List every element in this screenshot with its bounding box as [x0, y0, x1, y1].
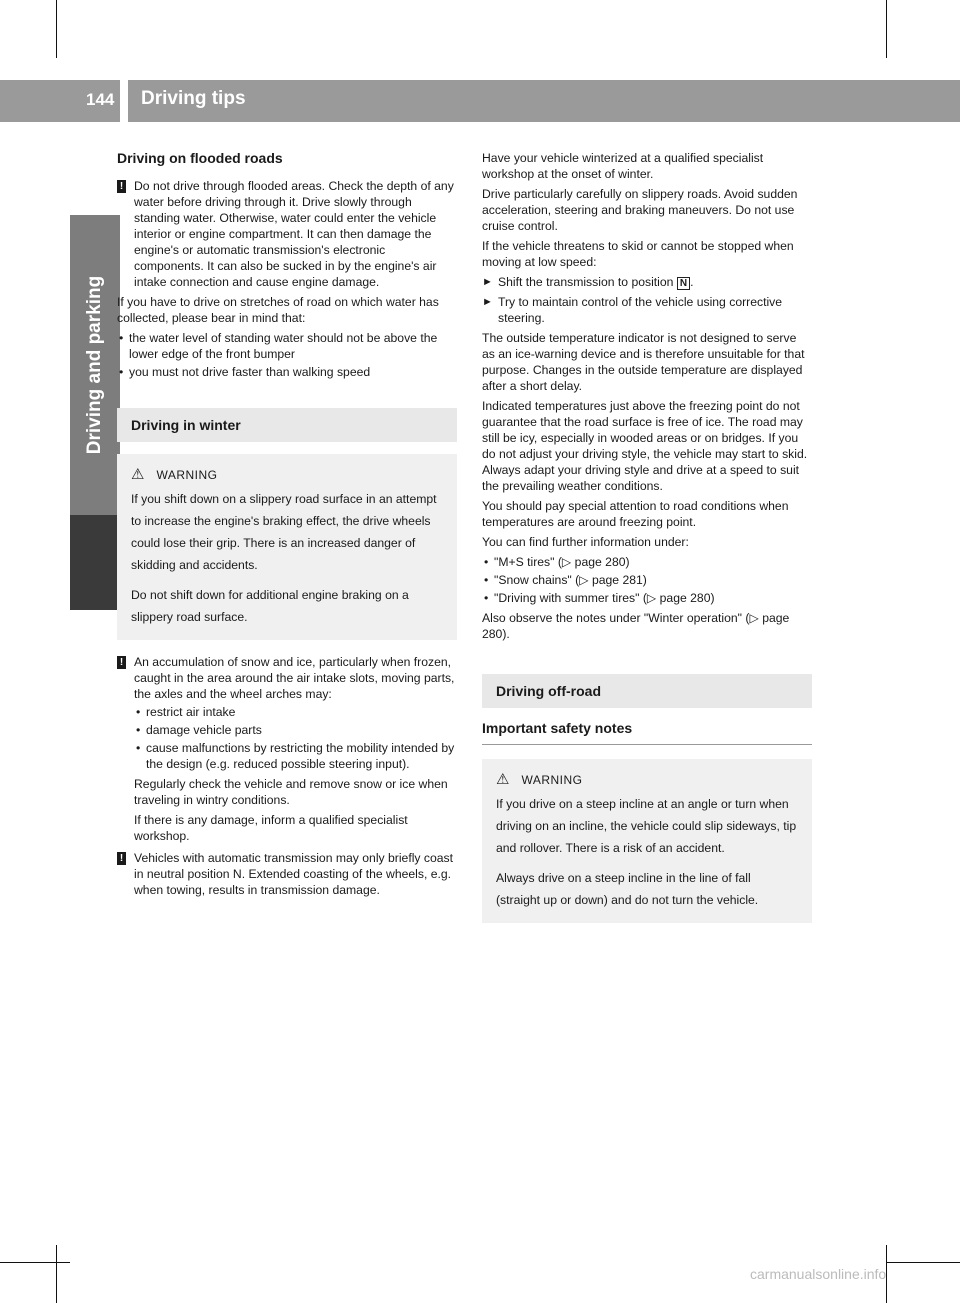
warning-triangle-icon: ⚠ — [131, 466, 145, 483]
side-tab-label-wrap — [70, 215, 120, 515]
warning-label: WARNING — [156, 468, 218, 482]
winter-warning-text-2: Do not shift down for additional engine braking on a slippery road surface. — [131, 588, 409, 624]
watermark: carmanualsonline.info — [750, 1266, 887, 1282]
caution-icon: ! — [117, 656, 126, 669]
side-tab-label: Driving and parking — [84, 275, 106, 455]
crop-mark — [56, 0, 57, 58]
list-item: • "Driving with summer tires" (▷ page 280) — [482, 590, 812, 606]
offroad-warning-box — [482, 759, 812, 923]
list-item: • cause malfunctions by restricting the mobility intended by the design (e.g. reduced possible steering input). — [134, 740, 457, 772]
flooded-intro: If you have to drive on stretches of road on which water has collected, please bear in mind that: — [117, 295, 439, 325]
further-info-list — [482, 554, 812, 606]
header-bar — [128, 80, 960, 122]
safety-notes-heading: Important safety notes — [482, 720, 812, 745]
step-2-text: Try to maintain control of the vehicle using corrective steering. — [498, 295, 783, 325]
attention-text: You should pay special attention to road conditions when temperatures are around freezing point. — [482, 499, 789, 529]
offroad-warning-text-2: Always drive on a steep incline in the line of fall (straight up or down) and do not turn the vehicle. — [496, 871, 759, 907]
left-column — [117, 150, 457, 902]
list-item: • restrict air intake — [134, 704, 457, 720]
warning-triangle-icon: ⚠ — [496, 771, 510, 788]
winterize-text: Have your vehicle winterized at a qualified specialist workshop at the onset of winter. — [482, 151, 764, 181]
crop-mark — [886, 1262, 960, 1263]
flooded-note-text: Do not drive through flooded areas. Check the depth of any water before driving through it. Drive slowly through standing water. Otherwise, water could enter the vehicle interior or engine compartment. It can then damage the engine's or automatic transmission's electronic components. It can also be sucked in by the engine's air intake connection and cause engine damage. — [134, 179, 454, 289]
step-arrow-icon: ► — [482, 276, 493, 288]
skid-text: If the vehicle threatens to skid or cannot be stopped when moving at low speed: — [482, 239, 794, 269]
flooded-list — [117, 330, 457, 380]
winter-warning-box — [117, 454, 457, 640]
snow-note-text: An accumulation of snow and ice, particularly when frozen, caught in the area around the air intake slots, moving parts, the axles and the wheel arches may: — [134, 655, 455, 701]
step-1-suffix: . — [690, 275, 694, 289]
caution-icon: ! — [117, 852, 126, 865]
step-corrective-steering — [482, 294, 812, 326]
automatic-note-text: Vehicles with automatic transmission may only briefly coast in neutral position N. Extended coasting of the wheels, e.g. when towing, results in transmission damage. — [134, 851, 454, 897]
page-number: 144 — [86, 90, 115, 109]
caution-icon: ! — [117, 180, 126, 193]
snow-note — [117, 654, 457, 844]
list-item: • the water level of standing water should not be above the lower edge of the front bumper — [117, 330, 457, 362]
automatic-transmission-note — [117, 850, 457, 898]
flooded-note — [117, 178, 457, 290]
observe-text: Also observe the notes under "Winter operation" (▷ page 280). — [482, 611, 790, 641]
further-info-text: You can find further information under: — [482, 535, 689, 549]
crop-mark — [886, 0, 887, 58]
step-1-prefix: Shift the transmission to position — [498, 275, 674, 289]
winter-heading: Driving in winter — [117, 408, 457, 442]
right-column — [482, 150, 812, 937]
snow-list — [134, 704, 457, 772]
list-item: • you must not drive faster than walking speed — [117, 364, 457, 380]
offroad-heading: Driving off-road — [482, 674, 812, 708]
flooded-roads-heading: Driving on flooded roads — [117, 150, 283, 166]
snow-check-text: Regularly check the vehicle and remove snow or ice when traveling in wintry conditions. — [134, 777, 448, 807]
offroad-warning-text-1: If you drive on a steep incline at an angle or turn when driving on an incline, the vehicle could slip sideways, tip and rollover. There is a risk of an accident. — [496, 797, 797, 855]
list-item: • "M+S tires" (▷ page 280) — [482, 554, 812, 570]
temp-freezing-text: Indicated temperatures just above the freezing point do not guarantee that the road surface is free of ice. The road may still be icy, especially in wooded areas or on bridges. If you do not adjust your driving style, the vehicle may start to skid. Always adapt your driving style and drive at a speed to suit the prevailing weather conditions. — [482, 399, 808, 493]
crop-mark — [0, 1262, 70, 1263]
temp-indicator-text: The outside temperature indicator is not designed to serve as an ice-warning device and is therefore unsuitable for that purpose. Changes in the outside temperature are displayed after a short delay. — [482, 331, 805, 393]
list-item: • "Snow chains" (▷ page 281) — [482, 572, 812, 588]
snow-damage-text: If there is any damage, inform a qualified specialist workshop. — [134, 813, 408, 843]
page-title: Driving tips — [141, 88, 246, 109]
careful-text: Drive particularly carefully on slippery roads. Avoid sudden acceleration, steering and braking maneuvers. Do not use cruise control. — [482, 187, 798, 233]
gear-position-n: N — [677, 277, 690, 290]
step-arrow-icon: ► — [482, 296, 493, 308]
list-item: • damage vehicle parts — [134, 722, 457, 738]
side-tab-marker — [70, 515, 120, 610]
step-shift-neutral — [482, 274, 812, 290]
winter-warning-text-1: If you shift down on a slippery road surface in an attempt to increase the engine's braking effect, the drive wheels could lose their grip. There is an increased danger of skidding and accidents. — [131, 492, 437, 572]
crop-mark — [56, 1245, 57, 1303]
warning-label: WARNING — [521, 773, 583, 787]
